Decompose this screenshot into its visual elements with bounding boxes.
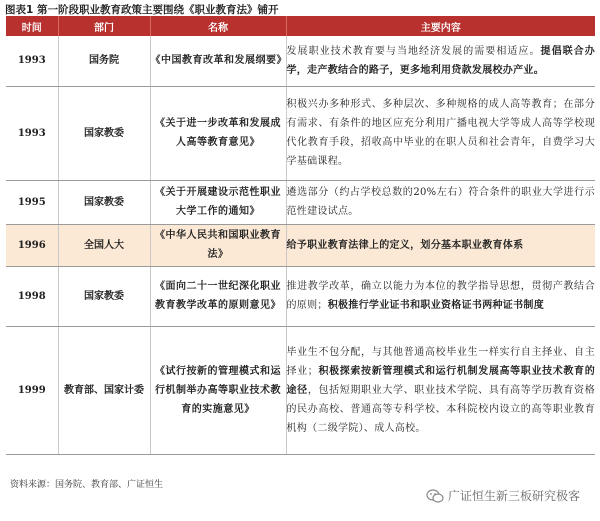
policy-table	[6, 16, 595, 455]
content-segment: 推进教学改革，确立以能力为本位的教学指导思想，贯彻产教结合的原则；	[286, 281, 595, 311]
content-segment: 积极探索按新管理模式和运行机制发展高等职业技术教育的途径	[286, 365, 595, 396]
content-segment: 给予职业教育法律上的定义，划分基本职业教育体系	[286, 239, 524, 251]
row-dept: 国家教委	[58, 266, 150, 326]
table-header-row	[6, 16, 595, 36]
header-time: 时间	[6, 16, 58, 36]
row-content	[286, 36, 595, 86]
row-dept: 国家教委	[58, 180, 150, 224]
content-segment: 积极兴办多种形式、多种层次、多种规格的成人高等教育；在部分有需求、有条件的地区应充分利用广播电视大学等成人高等学校现代化教育手段，招收高中毕业的在职人员和社会青年，自费学习大学基础课程。	[286, 99, 595, 167]
wechat-icon	[426, 489, 444, 503]
row-policy-name: 《中华人民共和国职业教育法》	[150, 224, 286, 266]
row-content	[286, 180, 595, 224]
row-dept: 教育部、国家计委	[58, 326, 150, 454]
table-title: 图表1 第一阶段职业教育政策主要围绕《职业教育法》铺开	[5, 4, 279, 16]
row-year: 1993	[6, 36, 58, 86]
row-policy-name: 《关于进一步改革和发展成人高等教育意见》	[150, 86, 286, 180]
row-year: 1998	[6, 266, 58, 326]
row-year: 1993	[6, 86, 58, 180]
table-row	[6, 266, 595, 326]
content-segment: 遴选部分（约占学校总数的20%左右）符合条件的职业大学进行示范性建设试点。	[286, 187, 595, 217]
row-policy-name: 《面向二十一世纪深化职业教育教学改革的原则意见》	[150, 266, 286, 326]
table-row	[6, 326, 595, 454]
header-name: 名称	[150, 16, 286, 36]
source-note: 资料来源：国务院、教育部、广证恒生	[10, 480, 164, 490]
row-content	[286, 266, 595, 326]
row-policy-name: 《试行按新的管理模式和运行机制举办高等职业技术教育的实施意见》	[150, 326, 286, 454]
header-dept: 部门	[58, 16, 150, 36]
row-year: 1996	[6, 224, 58, 266]
content-segment: ，包括短期职业大学、职业技术学院、具有高等学历教育资格的民办高校、普通高等专科学校、本科院校内设立的高等职业教育机构（二级学院）、成人高校。	[286, 384, 595, 434]
content-segment: 发展职业技术教育要与当地经济发展的需要相适应。	[286, 45, 541, 57]
row-policy-name: 《中国教育改革和发展纲要》	[150, 36, 286, 86]
row-content	[286, 86, 595, 180]
table-row	[6, 224, 595, 266]
row-dept: 全国人大	[58, 224, 150, 266]
watermark	[426, 487, 580, 504]
table-row	[6, 86, 595, 180]
table-row	[6, 180, 595, 224]
row-content	[286, 224, 595, 266]
row-year: 1995	[6, 180, 58, 224]
watermark-text: 广证恒生新三板研究极客	[447, 489, 580, 503]
content-segment: 提倡联合办学，走产教结合的路子，更多地利用贷款发展校办产业。	[286, 45, 596, 76]
row-dept: 国务院	[58, 36, 150, 86]
content-segment: 积极推行学业证书和职业资格证书两种证书制度	[327, 300, 545, 311]
row-content	[286, 326, 595, 454]
table-row	[6, 36, 595, 86]
row-policy-name: 《关于开展建设示范性职业大学工作的通知》	[150, 180, 286, 224]
content-segment: 毕业生不包分配，与其他普通高校毕业生一样实行自主择业、自主择业；	[286, 346, 595, 377]
row-dept: 国家教委	[58, 86, 150, 180]
header-content: 主要内容	[286, 16, 595, 36]
row-year: 1999	[6, 326, 58, 454]
